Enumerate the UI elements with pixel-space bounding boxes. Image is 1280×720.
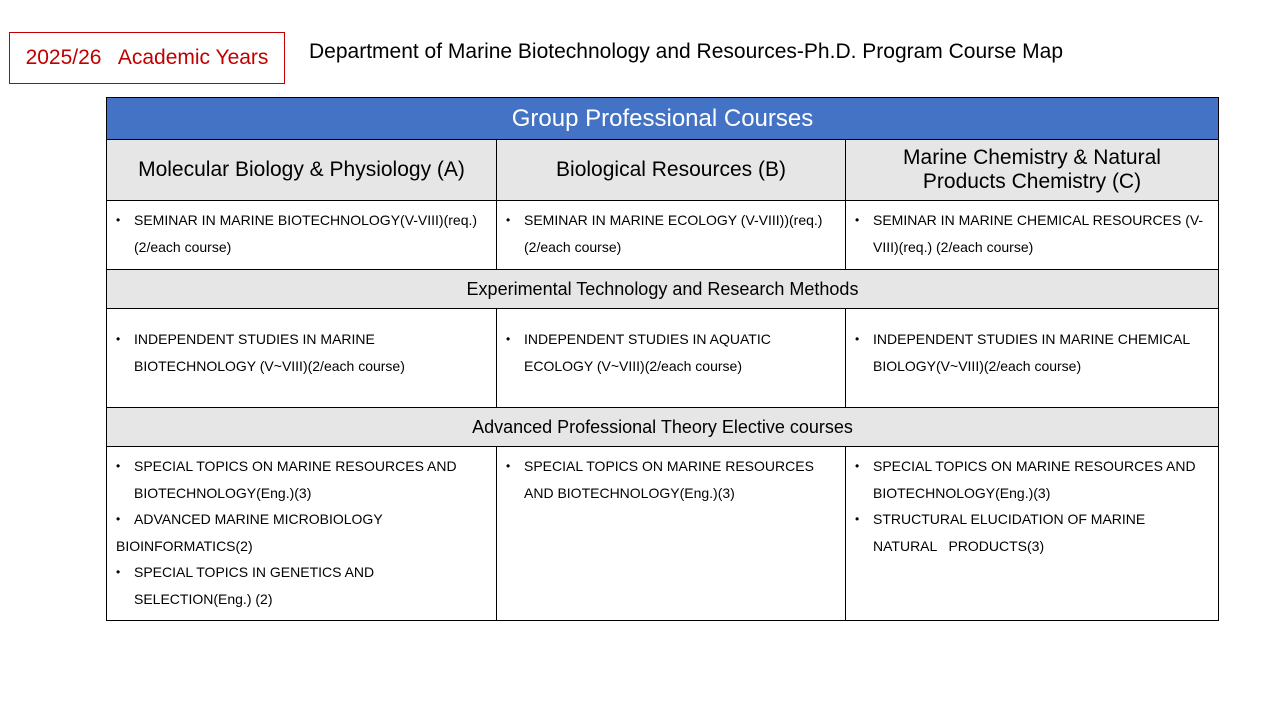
bullet-icon: •	[506, 213, 511, 227]
seminar-cell-b	[497, 201, 846, 270]
group-professional-courses-header: Group Professional Courses	[107, 98, 1219, 140]
course-item: • SPECIAL TOPICS ON MARINE RESOURCES AND BIOTECHNOLOGY(Eng.)(3)	[116, 453, 488, 506]
course-item: • INDEPENDENT STUDIES IN MARINE BIOTECHNOLOGY (V~VIII)(2/each course)	[116, 326, 488, 379]
bullet-icon: •	[855, 512, 860, 526]
course-item: • SPECIAL TOPICS IN GENETICS AND SELECTION(Eng.) (2)	[116, 559, 488, 612]
page-title: Department of Marine Biotechnology and Resources-Ph.D. Program Course Map	[309, 40, 1064, 63]
section-experimental-methods: Experimental Technology and Research Methods	[107, 270, 1219, 309]
bullet-icon: •	[116, 459, 121, 473]
independent-cell-c	[846, 309, 1219, 408]
section-advanced-electives: Advanced Professional Theory Elective courses	[107, 408, 1219, 447]
bullet-icon: •	[506, 459, 511, 473]
bullet-icon: •	[506, 332, 511, 346]
course-item: • SPECIAL TOPICS ON MARINE RESOURCES AND BIOTECHNOLOGY(Eng.)(3)	[855, 453, 1210, 506]
seminar-cell-c	[846, 201, 1219, 270]
course-item: • INDEPENDENT STUDIES IN AQUATIC ECOLOGY (V~VIII)(2/each course)	[506, 326, 837, 379]
bullet-icon: •	[116, 332, 121, 346]
course-item: • SEMINAR IN MARINE BIOTECHNOLOGY(V-VIII)(req.)(2/each course)	[116, 207, 488, 260]
column-header-c: Marine Chemistry & Natural Products Chemistry (C)	[846, 140, 1219, 201]
course-item-continued: BIOINFORMATICS(2)	[116, 537, 253, 554]
course-item: • SEMINAR IN MARINE CHEMICAL RESOURCES (V-VIII)(req.) (2/each course)	[855, 207, 1210, 260]
independent-cell-b	[497, 309, 846, 408]
column-header-a: Molecular Biology & Physiology (A)	[107, 140, 497, 201]
course-item: • STRUCTURAL ELUCIDATION OF MARINE NATURAL PRODUCTS(3)	[855, 506, 1210, 559]
course-map-table	[106, 97, 1219, 621]
course-item: • SPECIAL TOPICS ON MARINE RESOURCES AND BIOTECHNOLOGY(Eng.)(3)	[506, 453, 837, 506]
independent-cell-a	[107, 309, 497, 408]
course-item: • SEMINAR IN MARINE ECOLOGY (V-VIII))(req.)(2/each course)	[506, 207, 837, 260]
seminar-cell-a	[107, 201, 497, 270]
advanced-cell-b	[497, 447, 846, 621]
course-item: • ADVANCED MARINE MICROBIOLOGY	[116, 506, 488, 533]
advanced-cell-c	[846, 447, 1219, 621]
bullet-icon: •	[855, 332, 860, 346]
academic-year-label: 2025/26 Academic Years	[9, 32, 285, 84]
bullet-icon: •	[116, 213, 121, 227]
bullet-icon: •	[116, 565, 121, 579]
course-item: • INDEPENDENT STUDIES IN MARINE CHEMICAL BIOLOGY(V~VIII)(2/each course)	[855, 326, 1210, 379]
column-header-b: Biological Resources (B)	[497, 140, 846, 201]
bullet-icon: •	[855, 213, 860, 227]
bullet-icon: •	[116, 512, 121, 526]
bullet-icon: •	[855, 459, 860, 473]
advanced-cell-a	[107, 447, 497, 621]
